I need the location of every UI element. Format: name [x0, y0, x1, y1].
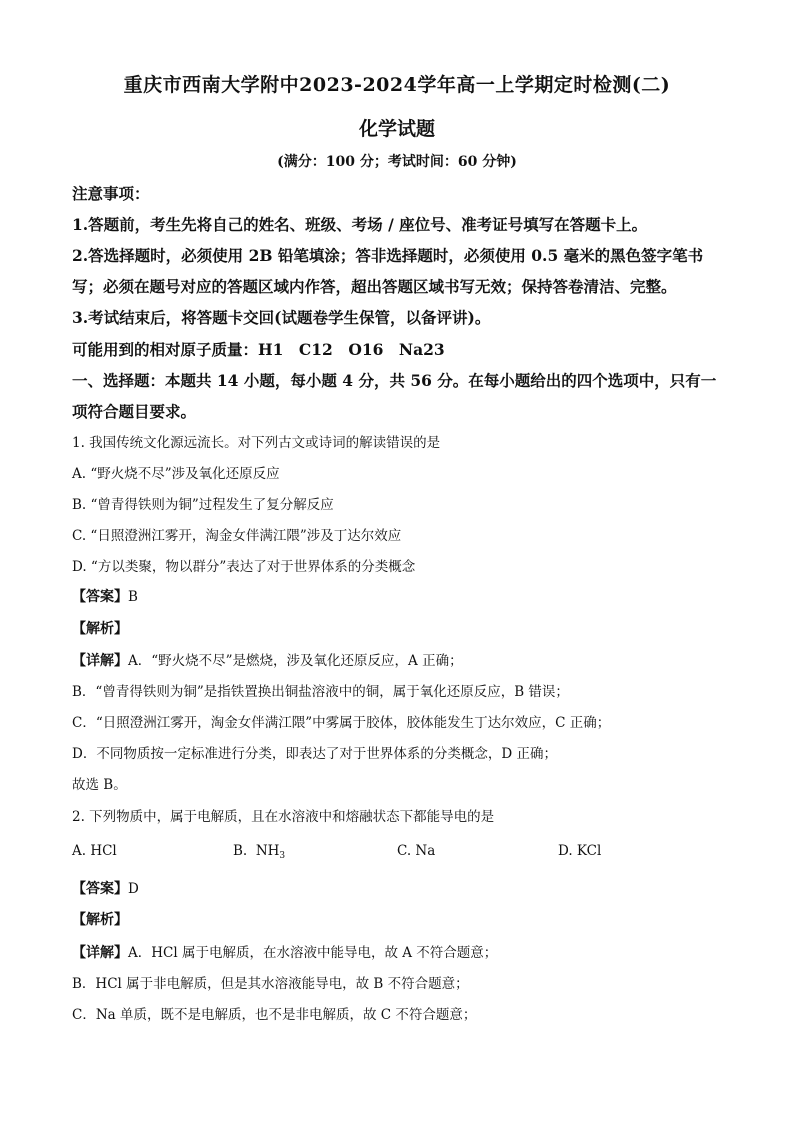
page-subtitle: 化学试题: [358, 118, 435, 140]
atomic-masses: 可能用到的相对原子质量：H1 C12 O16 Na23: [72, 340, 445, 359]
detail-tag: 【详解】: [72, 653, 128, 669]
q2-option-b: B. $NH_3$: [233, 843, 286, 861]
notice-item-3: 3.考试结束后，将答题卡交回(试题卷学生保管，以备评讲)。: [72, 308, 491, 327]
q2-option-c: C. Na: [397, 843, 436, 859]
notice-item-2-line-2: 写；必须在题号对应的答题区域内作答，超出答题区域书写无效；保持答卷清洁、完整。: [72, 277, 677, 296]
q2-detail-c: C．Na 单质，既不是电解质，也不是非电解质，故 C 不符合题意；: [72, 1007, 477, 1023]
q1-detail-c: C．“日照澄洲江雾开，淘金女伴满江隈”中雾属于胶体，胶体能发生丁达尔效应，C 正确；: [72, 715, 611, 731]
answer-value: B: [128, 589, 138, 605]
q1-analysis-tag: 【解析】: [72, 621, 128, 637]
notice-heading: 注意事项：: [72, 184, 150, 203]
q1-option-a: A. “野火烧不尽”涉及氧化还原反应: [72, 466, 280, 482]
q1-detail-b: B．“曾青得铁则为铜”是指铁置换出铜盐溶液中的铜，属于氧化还原反应，B 错误；: [72, 684, 569, 700]
section-1-heading-line-2: 项符合题目要求。: [72, 402, 197, 421]
q2-detail-a: 【详解】A．HCl 属于电解质，在水溶液中能导电，故 A 不符合题意；: [72, 945, 498, 961]
q1-detail-d: D．不同物质按一定标准进行分类，即表达了对于世界体系的分类概念，D 正确；: [72, 746, 557, 762]
q2-stem: 2. 下列物质中，属于电解质，且在水溶液中和熔融状态下都能导电的是: [72, 809, 495, 825]
q1-conclusion: 故选 B。: [72, 777, 127, 793]
page-title: 重庆市西南大学附中2023-2024学年高一上学期定时检测(二): [123, 74, 671, 96]
section-1-heading-line-1: 一、选择题：本题共 14 小题，每小题 4 分，共 56 分。在每小题给出的四个选项中，只有一: [72, 371, 717, 390]
exam-info: (满分：100 分；考试时间：60 分钟): [277, 154, 517, 170]
q1-stem: 1. 我国传统文化源远流长。对下列古文或诗词的解读错误的是: [72, 435, 441, 451]
q1-detail-a: 【详解】A．“野火烧不尽”是燃烧，涉及氧化还原反应，A 正确；: [72, 653, 463, 669]
q2-option-a: A. HCl: [72, 843, 117, 859]
answer-value: D: [128, 881, 139, 897]
q2-option-d: D. KCl: [558, 843, 602, 859]
detail-tag: 【详解】: [72, 945, 128, 961]
q2-analysis-tag: 【解析】: [72, 912, 128, 928]
q2-detail-b: B．HCl 属于非电解质，但是其水溶液能导电，故 B 不符合题意；: [72, 976, 469, 992]
q2-answer: [72, 878, 139, 898]
q1-answer: [72, 586, 138, 606]
answer-tag: 【答案】: [72, 881, 128, 897]
answer-tag: 【答案】: [72, 589, 128, 605]
q1-option-d: D. “方以类聚，物以群分”表达了对于世界体系的分类概念: [72, 559, 416, 575]
q1-option-c: C. “日照澄洲江雾开，淘金女伴满江隈”涉及丁达尔效应: [72, 528, 402, 544]
notice-item-1: 1.答题前，考生先将自己的姓名、班级、考场 / 座位号、准考证号填写在答题卡上。: [72, 215, 648, 234]
nh3-formula: $NH_3$: [255, 843, 286, 861]
q1-option-b: B. “曾青得铁则为铜”过程发生了复分解反应: [72, 497, 334, 513]
notice-item-2-line-1: 2.答选择题时，必须使用 2B 铅笔填涂；答非选择题时，必须使用 0.5 毫米的黑色签字笔书: [72, 246, 704, 265]
